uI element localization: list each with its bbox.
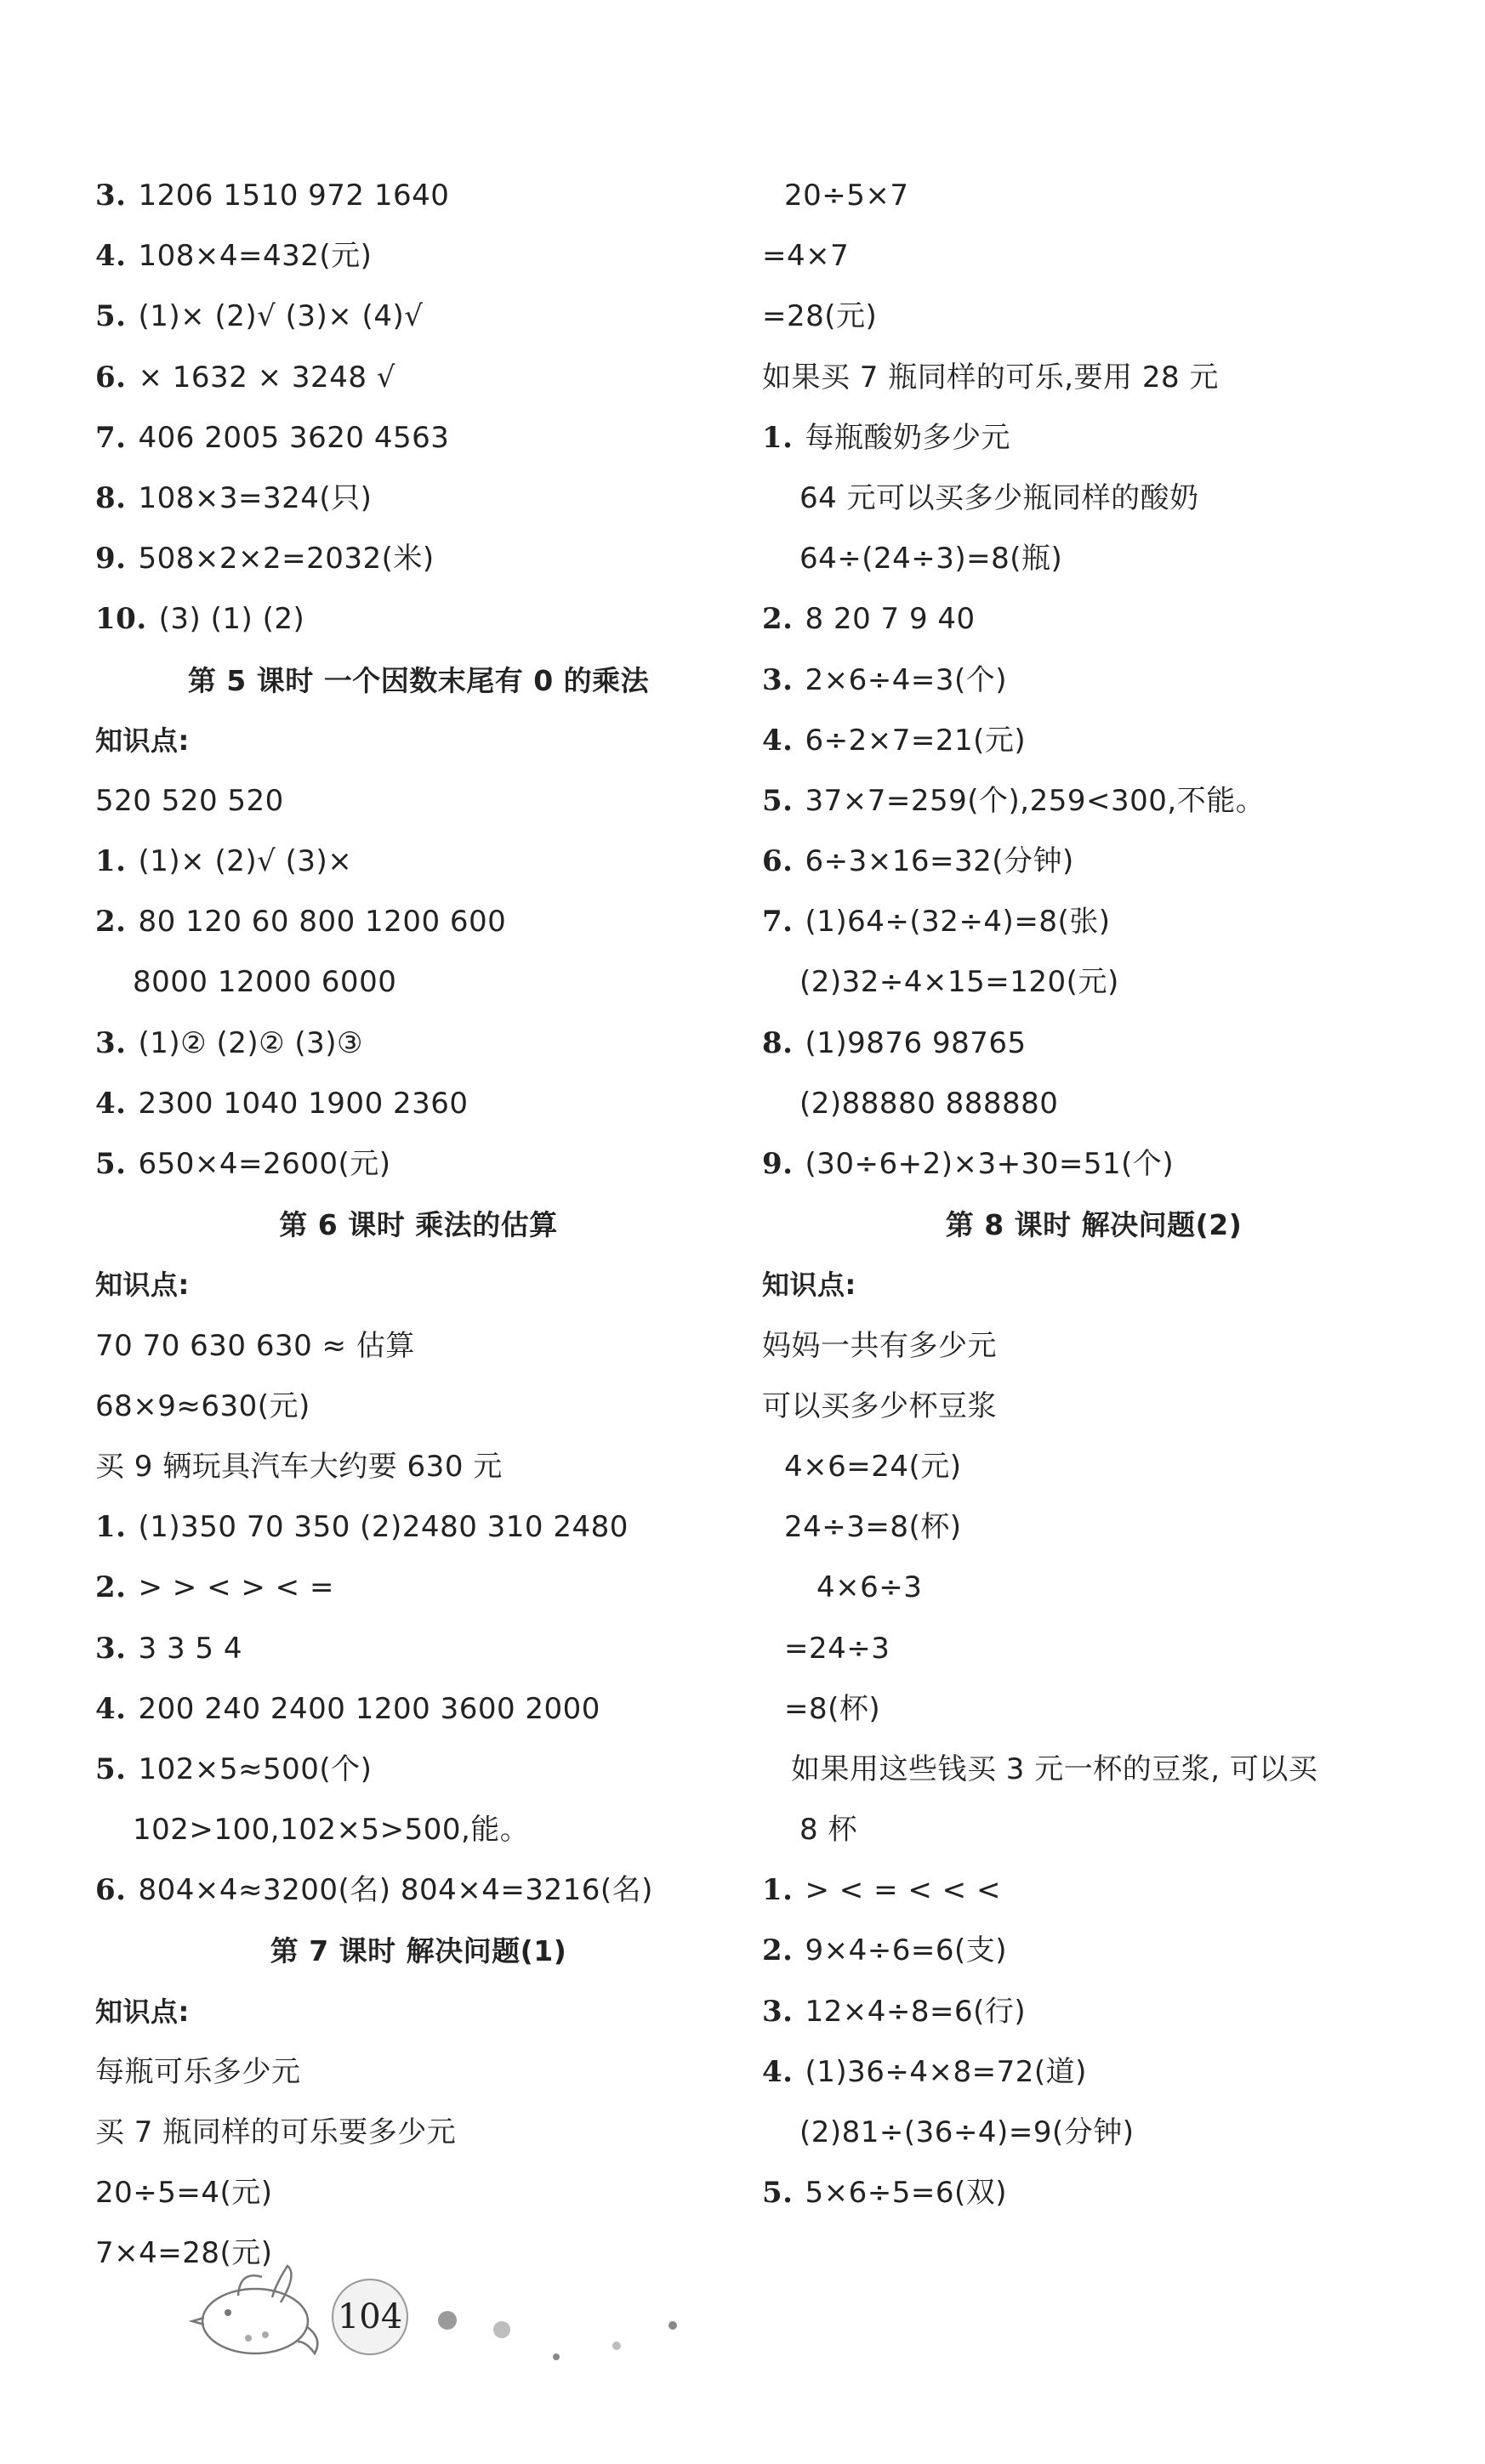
answer-line: 3. 3 3 5 4 (95, 1631, 242, 1666)
section-heading-lesson-7: 第 7 课时 解决问题(1) (270, 1934, 567, 1968)
answer-line: 2. > > < > < = (95, 1570, 334, 1605)
answer-line: 1. 每瓶酸奶多少元 (762, 420, 1010, 455)
section-heading-lesson-8: 第 8 课时 解决问题(2) (945, 1208, 1243, 1242)
decorative-dot (612, 2342, 621, 2350)
knowledge-answer: 妈妈一共有多少元 (762, 1328, 997, 1363)
knowledge-answer: 买 9 辆玩具汽车大约要 630 元 (95, 1449, 503, 1484)
knowledge-answer: 可以买多少杯豆浆 (762, 1388, 997, 1423)
knowledge-point-label: 知识点: (95, 1269, 190, 1302)
knowledge-answer: =8(杯) (784, 1691, 881, 1726)
answer-line: 5. 102×5≈500(个) (95, 1751, 373, 1786)
answer-line: 1. > < = < < < (762, 1873, 1001, 1908)
answer-line: 5. 650×4=2600(元) (95, 1147, 391, 1181)
knowledge-answer: 70 70 630 630 ≈ 估算 (95, 1328, 415, 1363)
answer-continuation: 64 元可以买多少瓶同样的酸奶 (799, 480, 1199, 515)
bird-icon (187, 2253, 332, 2372)
knowledge-answer: =28(元) (762, 299, 878, 334)
answer-line: 6. 804×4≈3200(名) 804×4=3216(名) (95, 1873, 653, 1908)
answer-line-4: 4. 108×4=432(元) (95, 239, 373, 274)
decorative-dot (493, 2321, 510, 2338)
knowledge-answer: 68×9≈630(元) (95, 1388, 310, 1423)
page-footer (187, 2253, 714, 2381)
knowledge-answer: =24÷3 (784, 1631, 890, 1666)
knowledge-point-label: 知识点: (95, 724, 190, 757)
answer-line: 4. (1)36÷4×8=72(道) (762, 2054, 1087, 2089)
knowledge-answer: 7×4=28(元) (95, 2236, 273, 2271)
knowledge-point-label: 知识点: (95, 1995, 190, 2028)
answer-line-3: 3. 1206 1510 972 1640 (95, 179, 450, 213)
page-number: 104 (332, 2279, 408, 2355)
knowledge-answer: 520 520 520 (95, 783, 284, 818)
answer-continuation: (2)32÷4×15=120(元) (799, 965, 1119, 1000)
answer-continuation: 102>100,102×5>500,能。 (133, 1813, 530, 1848)
answer-line: 7. (1)64÷(32÷4)=8(张) (762, 905, 1111, 940)
answer-line: 4. 2300 1040 1900 2360 (95, 1086, 469, 1121)
knowledge-answer: 如果买 7 瓶同样的可乐,要用 28 元 (762, 360, 1219, 395)
answer-line: 3. 12×4÷8=6(行) (762, 1994, 1027, 2029)
decorative-dot (669, 2321, 677, 2330)
answer-line: 1. (1)350 70 350 (2)2480 310 2480 (95, 1510, 629, 1545)
knowledge-answer: 如果用这些钱买 3 元一杯的豆浆, 可以买 (791, 1751, 1318, 1786)
answer-line: 1. (1)× (2)√ (3)× (95, 844, 353, 879)
section-heading-lesson-6: 第 6 课时 乘法的估算 (279, 1208, 558, 1242)
answer-line-9: 9. 508×2×2=2032(米) (95, 542, 435, 576)
answer-line: 9. (30÷6+2)×3+30=51(个) (762, 1147, 1175, 1181)
answer-continuation: (2)88880 888880 (799, 1086, 1059, 1121)
answer-line: 3. 2×6÷4=3(个) (762, 662, 1008, 697)
answer-line-5: 5. (1)× (2)√ (3)× (4)√ (95, 299, 424, 334)
knowledge-answer: 20÷5×7 (784, 179, 909, 213)
answer-line: 2. 8 20 7 9 40 (762, 602, 976, 637)
answer-continuation: (2)81÷(36÷4)=9(分钟) (799, 2115, 1135, 2149)
decorative-dot (553, 2353, 560, 2360)
right-column (762, 166, 1425, 2223)
answer-line: 4. 200 240 2400 1200 3600 2000 (95, 1691, 600, 1726)
decorative-dot (438, 2311, 457, 2330)
answer-line-7: 7. 406 2005 3620 4563 (95, 420, 450, 455)
answer-line-10: 10. (3) (1) (2) (95, 602, 305, 637)
answer-line: 4. 6÷2×7=21(元) (762, 723, 1027, 758)
knowledge-answer: =4×7 (762, 239, 850, 274)
answer-line: 3. (1)② (2)② (3)③ (95, 1025, 364, 1060)
knowledge-answer: 买 7 瓶同样的可乐要多少元 (95, 2115, 457, 2149)
answer-line-6: 6. × 1632 × 3248 √ (95, 360, 395, 395)
answer-line-8: 8. 108×3=324(只) (95, 480, 373, 515)
knowledge-point-label: 知识点: (762, 1269, 856, 1302)
knowledge-answer: 8 杯 (799, 1813, 857, 1848)
answer-line: 2. 9×4÷6=6(支) (762, 1933, 1008, 1968)
answer-continuation: 64÷(24÷3)=8(瓶) (799, 542, 1063, 576)
answer-line: 5. 5×6÷5=6(双) (762, 2176, 1008, 2211)
answer-line: 6. 6÷3×16=32(分钟) (762, 844, 1074, 879)
answer-line: 5. 37×7=259(个),259<300,不能。 (762, 783, 1266, 818)
knowledge-answer: 每瓶可乐多少元 (95, 2054, 301, 2089)
knowledge-answer: 24÷3=8(杯) (784, 1510, 962, 1545)
section-heading-lesson-5: 第 5 课时 一个因数末尾有 0 的乘法 (187, 663, 650, 697)
answer-line: 8. (1)9876 98765 (762, 1025, 1027, 1060)
knowledge-answer: 4×6=24(元) (784, 1449, 962, 1484)
knowledge-answer: 20÷5=4(元) (95, 2176, 273, 2211)
answer-line: 2. 80 120 60 800 1200 600 (95, 905, 507, 940)
knowledge-answer: 4×6÷3 (816, 1570, 923, 1605)
answer-continuation: 8000 12000 6000 (133, 965, 397, 1000)
left-column (95, 166, 742, 2285)
